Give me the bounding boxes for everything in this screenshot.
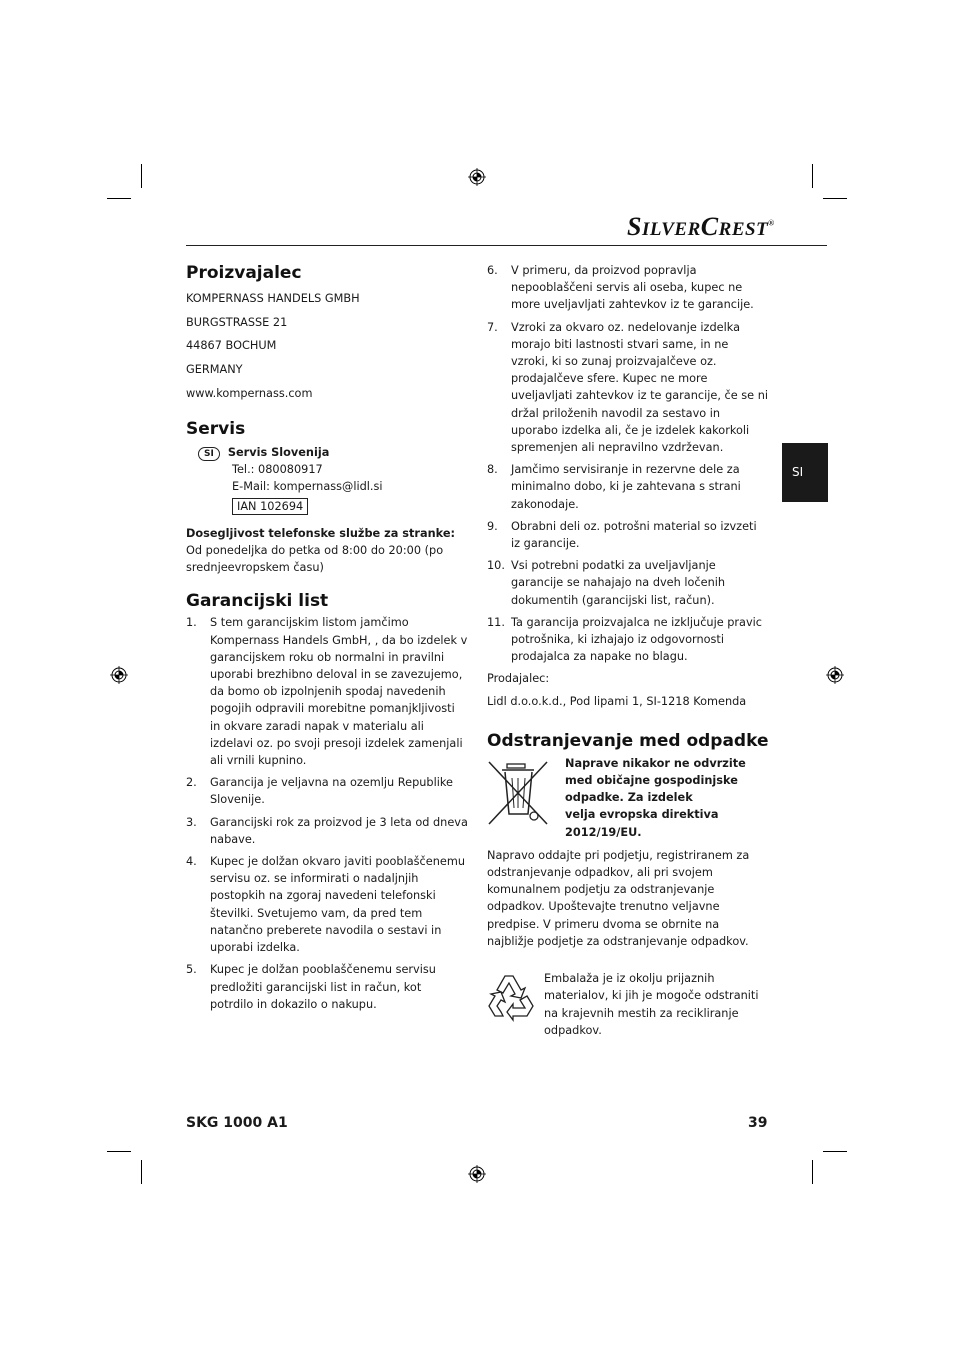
left-column xyxy=(186,262,468,1018)
address-line: KOMPERNASS HANDELS GMBH xyxy=(186,292,360,305)
manufacturer-heading: Proizvajalec xyxy=(186,263,302,283)
manufacturer-address xyxy=(186,290,468,402)
header-rule xyxy=(186,245,827,246)
service-tel: Tel.: 080080917 xyxy=(232,463,323,477)
registration-mark-icon xyxy=(826,666,844,684)
packaging-block xyxy=(487,970,769,1037)
disposal-warning: Naprave nikakor ne odvrzite med običajne gospodinjske odpadke. Za izdelek velja evropska direktiva 2012/19/EU. xyxy=(565,756,746,839)
website-link[interactable]: www.kompernass.com xyxy=(186,386,313,400)
crop-mark xyxy=(812,164,813,188)
list-item: 4. Kupec je dolžan okvaro javiti pooblaščenemu servisu oz. se informirati o nadaljnjih postopkih na zgoraj navedeni telefonski številki. Svetujemo vam, da pred tem natančno preberete navodila o sestavi in uporabi izdelka. xyxy=(186,855,465,955)
availability-title: Dosegljivost telefonske službe za stranke: xyxy=(186,526,456,540)
address-line: GERMANY xyxy=(186,363,243,377)
disposal-heading: Odstranjevanje med odpadke xyxy=(487,730,769,751)
right-column xyxy=(487,262,769,1037)
packaging-text: Embalaža je iz okolju prijaznih materialov, ki jih je mogoče odstraniti na krajevnih mestih za recikliranje odpadkov. xyxy=(544,972,759,1037)
weee-block xyxy=(487,755,769,839)
list-item: 8. Jamčimo servisiranje in rezervne dele za minimalno dobo, ki je zahtevana s strani zakonodaje. xyxy=(487,463,741,511)
registration-mark-icon xyxy=(468,1165,486,1183)
warranty-list-continued xyxy=(487,262,769,665)
registration-mark-icon xyxy=(110,666,128,684)
list-item: 5. Kupec je dolžan pooblaščenemu servisu predložiti garancijski list in račun, kot potrdilo in dokazilo o nakupu. xyxy=(186,963,436,1011)
warranty-list xyxy=(186,614,468,1012)
list-item: 2. Garancija je veljavna na ozemlju Republike Slovenije. xyxy=(186,776,453,807)
crop-mark xyxy=(107,198,131,199)
list-item: 3. Garancijski rok za proizvod je 3 leta od dneva nabave. xyxy=(186,815,468,846)
address-line: 44867 BOCHUM xyxy=(186,339,277,353)
warranty-heading: Garancijski list xyxy=(186,591,329,612)
list-item: 1. S tem garancijskim listom jamčimo Kompernass Handels GmbH, , da bo izdelek v garancijskem roku ob normalni in pravilni uporabi brezhibno deloval in se zavezujemo, da bomo ob izpolnjenih spodaj navedenih pogojih odpravili morebitne pomanjkljivosti in okvare zaradi napak v materialu ali izdelavi oz. po svoji presoji izdelek zamenjali ali vrnili kupnino. xyxy=(186,616,468,768)
crop-mark xyxy=(823,1151,847,1152)
crossed-bin-icon xyxy=(487,758,549,828)
recycling-icon xyxy=(487,970,539,1022)
crop-mark xyxy=(812,1160,813,1184)
crop-mark xyxy=(107,1151,131,1152)
service-email[interactable]: E-Mail: kompernass@lidl.si xyxy=(232,480,383,494)
footer-model: SKG 1000 A1 xyxy=(186,1115,288,1131)
crop-mark xyxy=(823,198,847,199)
registration-mark-icon xyxy=(468,168,486,186)
service-heading: Servis xyxy=(186,419,246,440)
seller-address: Lidl d.o.o.k.d., Pod lipami 1, SI-1218 Komenda xyxy=(487,694,747,708)
list-item: 11. Ta garancija proizvajalca ne izključuje pravic potrošnika, ki izhajajo iz odgovornosti prodajalca za napake no blagu. xyxy=(487,615,763,664)
crop-mark xyxy=(141,164,142,188)
page-number: 39 xyxy=(748,1115,768,1131)
country-badge: SI xyxy=(198,447,220,461)
seller-label: Prodajalec: xyxy=(487,672,550,686)
disposal-text: Napravo oddajte pri podjetju, registriranem za odstranjevanje odpadkov, ali pri svojem komunalnem podjetju za odstranjevanje odpadkov. Upoštevajte trenutno veljavne predpise. V primeru dvoma se obrnite na najbližje podjetje za odstranjevanje odpadkov. xyxy=(487,848,750,948)
service-name: Servis Slovenija xyxy=(227,446,330,460)
list-item: 10. Vsi potrebni podatki za uveljavljanje garancije se nahajajo na dveh ločenih dokumentih (garancijski list, račun). xyxy=(487,559,726,607)
list-item: 6. V primeru, da proizvod popravlja nepooblaščeni servis ali oseba, kupec ne more uveljavljati zahtevkov iz te garancije. xyxy=(487,264,754,312)
crop-mark xyxy=(141,1160,142,1184)
availability-text: Od ponedeljka do petka od 8:00 do 20:00 (po srednjeevropskem času) xyxy=(186,544,444,575)
language-tab: SI xyxy=(782,443,828,502)
brand-logo: SILVERCREST® xyxy=(627,212,775,241)
service-block xyxy=(186,444,468,515)
ian-box: IAN 102694 xyxy=(232,498,308,515)
list-item: 7. Vzroki za okvaro oz. nedelovanje izdelka morajo biti lastnosti stvari same, in ne vzroki, ki so zunaj proizvajalčeve oz. prodajalčeve sfere. Kupec ne more uveljavljati zahtevkov iz te garancije, če se ni držal priloženih navodil za sestavo in uporabo izdelka ali, če je izdelek kakorkoli spremenjen ali nepravilno vzdrževan. xyxy=(487,320,768,455)
address-line: BURGSTRASSE 21 xyxy=(186,315,288,329)
list-item: 9. Obrabni deli oz. potrošni material so izvzeti iz garancije. xyxy=(487,519,757,551)
